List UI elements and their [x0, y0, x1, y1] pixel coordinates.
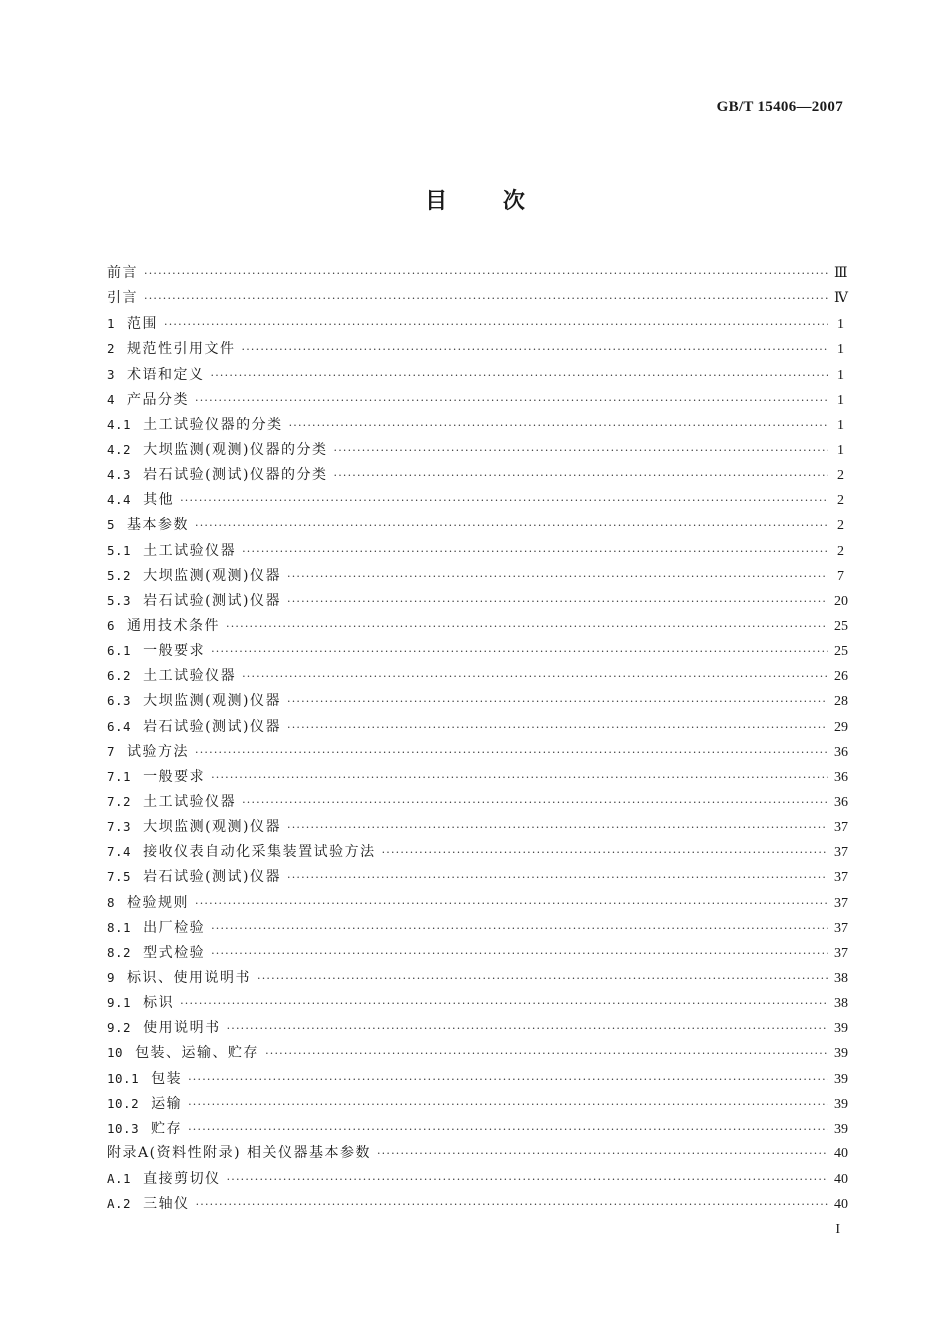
toc-entry-page: Ⅲ	[834, 266, 848, 281]
toc-entry-number: 7.3	[107, 819, 132, 835]
toc-entry[interactable]	[107, 336, 844, 361]
toc-entry[interactable]	[107, 714, 848, 739]
toc-entry-title: 型式检验	[143, 944, 206, 961]
toc-entry-number: 10.3	[107, 1120, 140, 1136]
toc-entry[interactable]	[107, 437, 844, 462]
toc-entry-page: 2	[837, 493, 844, 509]
toc-entry-page: 20	[834, 593, 848, 609]
toc-entry-title: 岩石试验(测试)仪器的分类	[143, 467, 328, 484]
toc-entry-page: 39	[834, 1121, 848, 1137]
toc-entry-page: 1	[837, 342, 844, 358]
toc-entry-title: 产品分类	[127, 391, 190, 408]
toc-leader-dots	[227, 1016, 828, 1041]
toc-leader-dots	[242, 790, 828, 815]
toc-entry-title: 范围	[127, 316, 159, 333]
toc-entry[interactable]	[107, 387, 844, 412]
toc-entry-title: 检验规则	[127, 894, 190, 911]
toc-entry-title: 使用说明书	[143, 1020, 221, 1037]
toc-entry-title: 其他	[143, 492, 175, 509]
toc-entry-number: 9.2	[107, 1020, 132, 1036]
toc-leader-dots	[211, 941, 828, 966]
toc-entry-title: 引言	[107, 290, 138, 307]
toc-leader-dots	[180, 991, 828, 1016]
toc-leader-dots	[377, 1141, 828, 1166]
toc-entry-page: 2	[837, 518, 844, 534]
toc-entry-page: 36	[834, 744, 848, 760]
toc-entry-page: 37	[834, 920, 848, 936]
toc-entry[interactable]	[107, 789, 848, 814]
toc-leader-dots	[334, 438, 828, 463]
toc-entry-title: 直接剪切仪	[143, 1171, 221, 1188]
toc-entry-title: 一般要求	[143, 768, 206, 785]
toc-entry-page: 7	[837, 568, 844, 584]
toc-entry-title: 试验方法	[127, 743, 190, 760]
toc-entry-title: 接收仪表自动化采集装置试验方法	[143, 844, 376, 861]
toc-entry-page: 1	[837, 317, 844, 333]
toc-entry-number: 7	[107, 743, 116, 759]
toc-entry-page: 39	[834, 1021, 848, 1037]
toc-entry[interactable]	[107, 613, 848, 638]
toc-leader-dots	[195, 388, 828, 413]
toc-entry-number: 4	[107, 391, 116, 407]
toc-entry-number: 10	[107, 1045, 124, 1061]
toc-entry[interactable]	[107, 663, 848, 688]
toc-entry-page: 38	[834, 996, 848, 1012]
toc-leader-dots	[188, 1092, 828, 1117]
toc-entry[interactable]	[107, 512, 844, 537]
toc-entry-number: A.2	[107, 1196, 132, 1212]
toc-entry-page: 25	[834, 644, 848, 660]
toc-entry-page: 2	[837, 543, 844, 559]
toc-entry-number: 7.1	[107, 768, 132, 784]
toc-entry[interactable]	[107, 1091, 848, 1116]
toc-leader-dots	[188, 1067, 828, 1092]
toc-leader-dots	[226, 614, 828, 639]
toc-entry-title: 岩石试验(测试)仪器	[143, 592, 282, 609]
toc-entry-number: 10.2	[107, 1095, 140, 1111]
toc-entry[interactable]	[107, 990, 848, 1015]
toc-entry-page: 39	[834, 1071, 848, 1087]
toc-entry[interactable]	[107, 1141, 848, 1166]
toc-entry-number: 5.3	[107, 592, 132, 608]
toc-entry[interactable]	[107, 839, 848, 864]
toc-entry[interactable]	[107, 1191, 848, 1216]
toc-entry[interactable]	[107, 864, 848, 889]
toc-entry-title: 土工试验仪器	[143, 793, 237, 810]
toc-entry[interactable]	[107, 814, 848, 839]
toc-entry-page: 36	[834, 769, 848, 785]
toc-entry-page: 39	[834, 1046, 848, 1062]
toc-entry[interactable]	[107, 965, 848, 990]
toc-leader-dots	[211, 765, 828, 790]
toc-entry-title: 大坝监测(观测)仪器	[143, 693, 282, 710]
toc-entry-title: 出厂检验	[143, 919, 206, 936]
toc-entry-page: 37	[834, 820, 848, 836]
toc-entry-number: 9	[107, 969, 116, 985]
toc-entry[interactable]	[107, 362, 844, 387]
toc-leader-dots	[382, 840, 828, 865]
toc-leader-dots	[195, 891, 828, 916]
toc-leader-dots	[144, 261, 828, 286]
toc-leader-dots	[180, 488, 828, 513]
toc-entry-number: 1	[107, 316, 116, 332]
toc-entry-page: 38	[834, 970, 848, 986]
toc-entry-number: 7.5	[107, 869, 132, 885]
toc-entry-number: 4.4	[107, 492, 132, 508]
toc-entry-page: 37	[834, 945, 848, 961]
toc-entry-number: 5.2	[107, 567, 132, 583]
toc-entry-number: 8.1	[107, 919, 132, 935]
toc-entry-title: 运输	[151, 1095, 183, 1112]
toc-entry[interactable]	[107, 261, 848, 286]
toc-leader-dots	[211, 639, 828, 664]
toc-leader-dots	[164, 312, 828, 337]
toc-leader-dots	[334, 463, 828, 488]
toc-leader-dots	[289, 413, 828, 438]
toc-entry-title: 标识	[143, 995, 175, 1012]
toc-entry[interactable]	[107, 1166, 848, 1191]
toc-entry-number: 2	[107, 341, 116, 357]
toc-entry[interactable]	[107, 1116, 848, 1141]
toc-leader-dots	[287, 815, 828, 840]
toc-entry[interactable]	[107, 286, 848, 311]
toc-entry-page: 37	[834, 845, 848, 861]
toc-entry[interactable]	[107, 487, 844, 512]
toc-entry-number: 6.4	[107, 718, 132, 734]
toc-entry[interactable]	[107, 1015, 848, 1040]
toc-entry-number: 5.1	[107, 542, 132, 558]
toc-entry-title: 土工试验仪器的分类	[143, 416, 283, 433]
toc-entry-number: 4.1	[107, 416, 132, 432]
toc-entry-page: 37	[834, 895, 848, 911]
toc-entry-title: 岩石试验(测试)仪器	[143, 718, 282, 735]
toc-entry[interactable]	[107, 563, 844, 588]
toc-entry-page: 26	[834, 669, 848, 685]
toc-entry-number: 4.2	[107, 441, 132, 457]
toc-leader-dots	[188, 1117, 828, 1142]
toc-entry-title: 三轴仪	[143, 1196, 190, 1213]
toc-entry-page: Ⅳ	[834, 291, 848, 307]
toc-entry[interactable]	[107, 940, 848, 965]
toc-entry-title: 标识、使用说明书	[127, 969, 252, 986]
toc-entry-title: 一般要求	[143, 643, 206, 660]
page-title: 目 次	[425, 189, 525, 214]
toc-entry-page: 36	[834, 794, 848, 810]
toc-entry-number: 6	[107, 617, 116, 633]
toc-entry-title: 规范性引用文件	[127, 341, 236, 358]
toc-entry[interactable]	[107, 412, 844, 437]
toc-entry-title: 附录A(资料性附录) 相关仪器基本参数	[107, 1144, 371, 1161]
toc-entry-title: 大坝监测(观测)仪器的分类	[143, 441, 328, 458]
toc-entry-title: 基本参数	[127, 517, 190, 534]
toc-entry-page: 40	[834, 1197, 848, 1213]
toc-entry[interactable]	[107, 588, 848, 613]
toc-entry-number: 6.1	[107, 643, 132, 659]
toc-leader-dots	[287, 689, 828, 714]
toc-entry[interactable]	[107, 638, 848, 663]
toc-leader-dots	[287, 564, 828, 589]
toc-entry-title: 土工试验仪器	[143, 542, 237, 559]
page-number: I	[835, 1222, 840, 1237]
toc-entry-page: 1	[837, 417, 844, 433]
toc-leader-dots	[227, 1167, 828, 1192]
toc-leader-dots	[287, 865, 828, 890]
toc-entry-number: A.1	[107, 1171, 132, 1187]
toc-entry-number: 3	[107, 366, 116, 382]
toc-entry-number: 9.1	[107, 995, 132, 1011]
toc-entry-page: 1	[837, 442, 844, 458]
toc-leader-dots	[211, 916, 828, 941]
document-code: GB/T 15406—2007	[716, 99, 843, 115]
toc-entry[interactable]	[107, 688, 848, 713]
toc-entry[interactable]	[107, 462, 844, 487]
toc-entry[interactable]	[107, 764, 848, 789]
toc-entry-number: 4.3	[107, 467, 132, 483]
toc-entry-title: 贮存	[151, 1120, 183, 1137]
toc-entry[interactable]	[107, 311, 844, 336]
toc-entry-title: 包装	[151, 1070, 183, 1087]
toc-entry-number: 8.2	[107, 944, 132, 960]
toc-leader-dots	[287, 589, 828, 614]
toc-entry-page: 40	[834, 1145, 848, 1161]
toc-entry-number: 5	[107, 517, 116, 533]
toc-entry-number: 7.2	[107, 793, 132, 809]
toc-leader-dots	[265, 1041, 828, 1066]
toc-entry-number: 8	[107, 894, 116, 910]
toc-entry[interactable]	[107, 1040, 848, 1065]
toc-entry-number: 6.2	[107, 668, 132, 684]
toc-entry-title: 大坝监测(观测)仪器	[143, 567, 282, 584]
toc-entry-title: 大坝监测(观测)仪器	[143, 819, 282, 836]
toc-entry[interactable]	[107, 890, 848, 915]
toc-leader-dots	[195, 513, 828, 538]
toc-entry-title: 土工试验仪器	[143, 668, 237, 685]
toc-leader-dots	[242, 664, 828, 689]
toc-entry-page: 1	[837, 392, 844, 408]
toc-entry[interactable]	[107, 739, 848, 764]
toc-entry[interactable]	[107, 538, 844, 563]
toc-leader-dots	[287, 715, 828, 740]
toc-entry-number: 10.1	[107, 1070, 140, 1086]
toc-leader-dots	[242, 539, 828, 564]
toc-entry[interactable]	[107, 915, 848, 940]
toc-leader-dots	[196, 1192, 828, 1217]
toc-entry-title: 前言	[107, 265, 138, 281]
toc-entry-number: 7.4	[107, 844, 132, 860]
table-of-contents	[107, 261, 848, 1216]
toc-leader-dots	[211, 363, 828, 388]
toc-entry-page: 25	[834, 618, 848, 634]
toc-entry-title: 包装、运输、贮存	[135, 1045, 260, 1062]
toc-leader-dots	[195, 740, 828, 765]
toc-entry-title: 岩石试验(测试)仪器	[143, 869, 282, 886]
toc-entry-number: 6.3	[107, 693, 132, 709]
toc-entry-page: 37	[834, 870, 848, 886]
toc-leader-dots	[144, 286, 828, 311]
toc-entry-title: 术语和定义	[127, 366, 205, 383]
toc-entry-page: 39	[834, 1096, 848, 1112]
toc-entry-page: 28	[834, 694, 848, 710]
toc-leader-dots	[242, 337, 828, 362]
toc-entry-page: 40	[834, 1172, 848, 1188]
toc-entry-page: 2	[837, 468, 844, 484]
toc-leader-dots	[257, 966, 828, 991]
toc-entry[interactable]	[107, 1066, 848, 1091]
toc-entry-page: 1	[837, 367, 844, 383]
toc-entry-page: 29	[834, 719, 848, 735]
toc-entry-title: 通用技术条件	[127, 617, 221, 634]
